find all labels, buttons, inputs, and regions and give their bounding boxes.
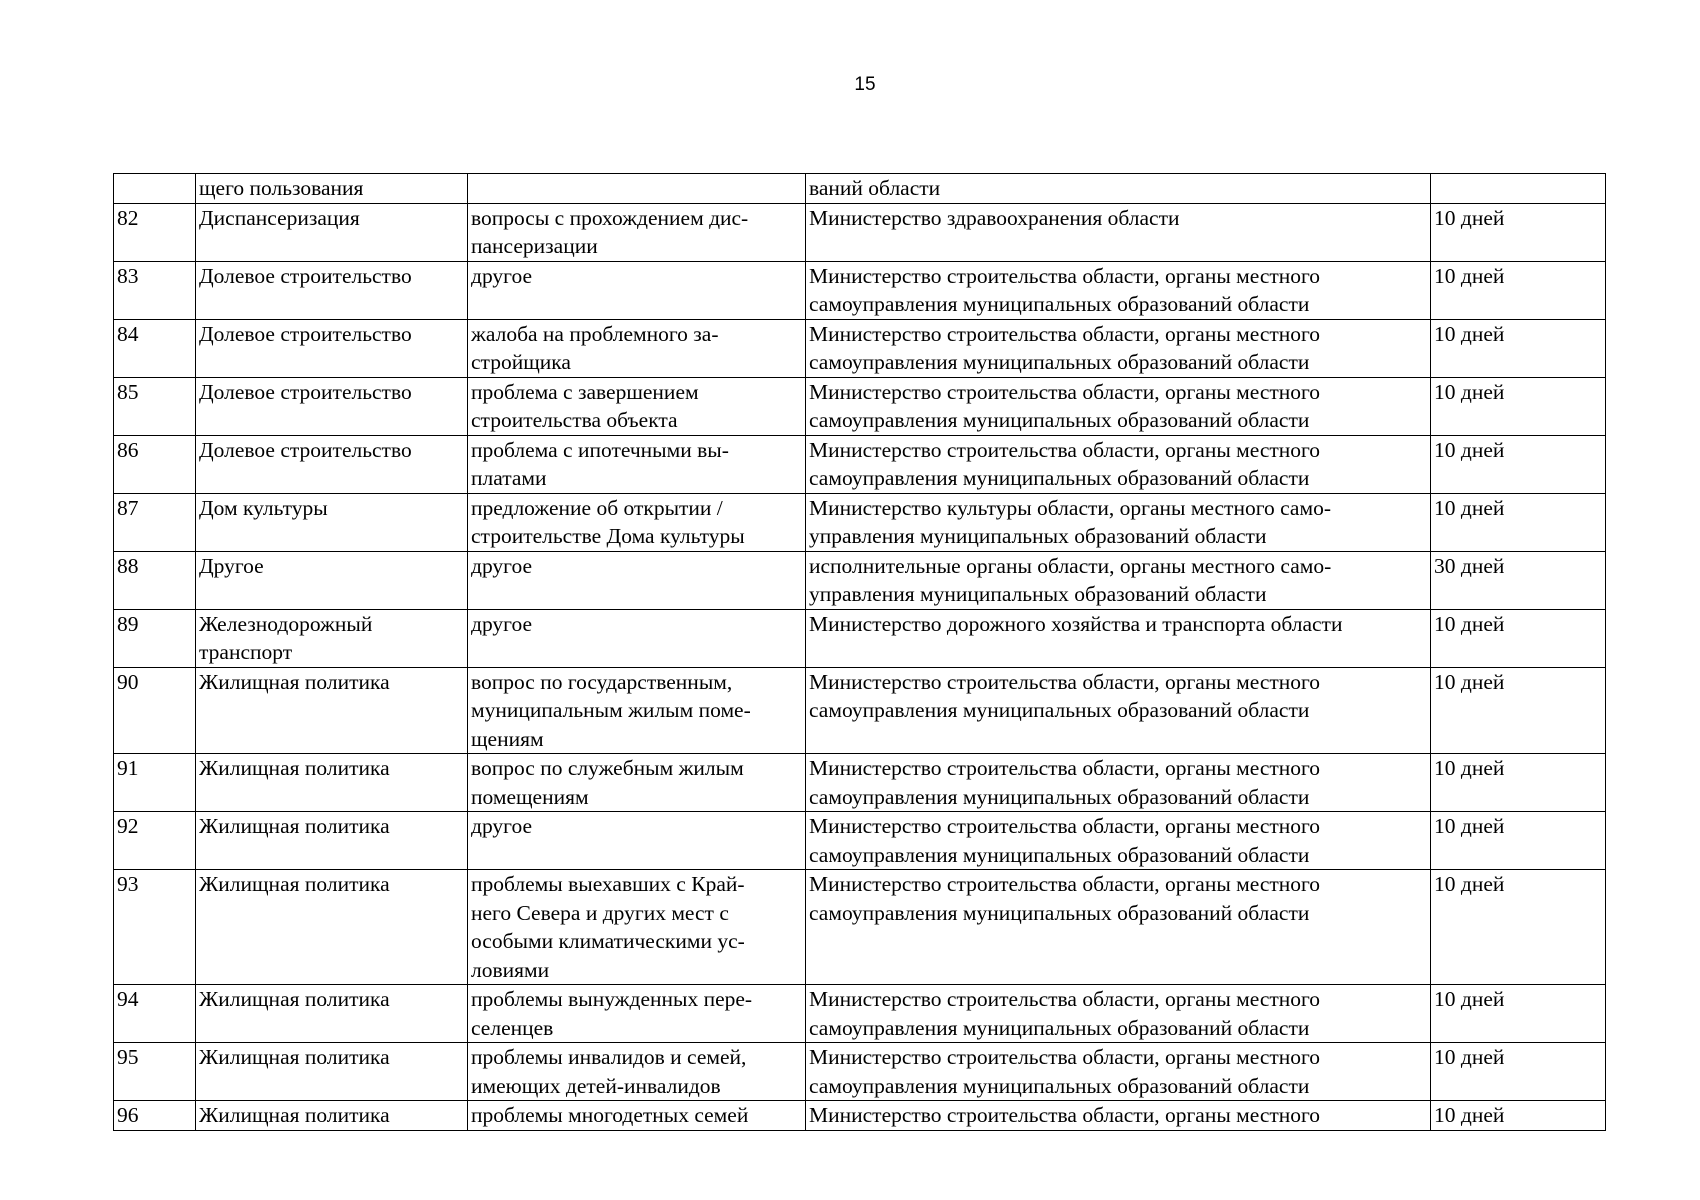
term-cell [1431,435,1606,493]
subtopic-cell-text: проблемы вынужденных пере- селенцев [471,987,753,1040]
responsible-organ-cell-text: Министерство строительства области, органы местного самоуправления муниципальных образований области [809,987,1321,1040]
term-cell [1431,493,1606,551]
topic-cell [196,667,468,754]
subtopic-cell-text: другое [471,263,532,288]
term-cell-text: 10 дней [1434,321,1505,346]
responsible-organ-cell-text: Министерство строительства области, органы местного самоуправления муниципальных образований области [809,263,1321,316]
topic-cell-text: Жилищная политика [199,1045,390,1069]
responsible-organ-cell [806,261,1431,319]
row-number-cell [114,667,196,754]
row-number-cell [114,377,196,435]
term-cell-text: 30 дней [1434,553,1505,578]
topic-cell-text: Жилищная политика [199,1103,390,1127]
row-number-cell [114,261,196,319]
responsible-organ-cell [806,319,1431,377]
term-cell [1431,1043,1606,1101]
subtopic-cell [468,985,806,1043]
topic-cell-text: Долевое строительство [199,437,412,462]
table-row [114,1043,1606,1101]
table-row [114,870,1606,985]
responsible-organ-cell-text: Министерство строительства области, органы местного самоуправления муниципальных образований области [809,321,1321,374]
topic-cell-text: Долевое строительство [199,263,412,288]
row-number-cell-text: 90 [117,669,139,694]
row-number-cell-text: 94 [117,987,139,1011]
row-number-cell [114,551,196,609]
row-number-cell-text: 87 [117,495,139,520]
row-number-cell [114,319,196,377]
responsible-organ-cell [806,435,1431,493]
term-cell [1431,551,1606,609]
responsible-organ-cell-text: Министерство строительства области, органы местного самоуправления муниципальных образований области [809,669,1321,722]
subtopic-cell [468,261,806,319]
term-cell [1431,261,1606,319]
responsible-organ-cell-text: исполнительные органы области, органы местного само- управления муниципальных образований области [809,553,1332,606]
responsible-organ-cell [806,551,1431,609]
term-cell-text: 10 дней [1434,669,1505,694]
responsible-organ-cell [806,1101,1431,1131]
term-cell [1431,667,1606,754]
topic-cell [196,1101,468,1131]
subtopic-cell-text: проблема с завершением строительства объекта [471,379,699,432]
subtopic-cell-text: другое [471,611,532,636]
subtopic-cell [468,319,806,377]
responsible-organ-cell-text: ваний области [809,176,941,200]
subtopic-cell [468,377,806,435]
row-number-cell-text: 93 [117,872,139,896]
subtopic-cell-text: жалоба на проблемного за- стройщика [471,321,719,374]
term-cell-text: 10 дней [1434,1103,1505,1127]
term-cell-text: 10 дней [1434,611,1505,636]
responsible-organ-cell-text: Министерство строительства области, органы местного самоуправления муниципальных образований области [809,1045,1321,1098]
row-number-cell-text: 89 [117,611,139,636]
topic-cell [196,1043,468,1101]
table-row [114,203,1606,261]
topic-cell [196,493,468,551]
term-cell [1431,319,1606,377]
table-row [114,812,1606,870]
row-number-cell-text: 92 [117,814,139,838]
term-cell-text: 10 дней [1434,437,1505,462]
topic-cell-text: Жилищная политика [199,872,390,896]
row-number-cell-text: 83 [117,263,139,288]
subtopic-cell [468,435,806,493]
document-table [113,173,1606,1131]
responsible-organ-cell-text: Министерство строительства области, органы местного самоуправления муниципальных образований области [809,872,1321,925]
responsible-organ-cell [806,203,1431,261]
table-row [114,319,1606,377]
topic-cell-text: щего пользования [199,176,364,200]
topic-cell-text: Другое [199,553,264,578]
topic-cell-text: Жилищная политика [199,669,390,694]
topic-cell-text: Дом культуры [199,495,328,520]
topic-cell-text: Жилищная политика [199,814,390,838]
subtopic-cell-text: проблемы инвалидов и семей, имеющих детей-инвалидов [471,1045,747,1098]
row-number-cell [114,985,196,1043]
table-body [114,174,1606,1131]
subtopic-cell-text: проблемы многодетных семей [471,1103,749,1127]
topic-cell-text: Диспансеризация [199,205,360,230]
row-number-cell [114,1043,196,1101]
topic-cell [196,754,468,812]
subtopic-cell [468,754,806,812]
responsible-organ-cell-text: Министерство строительства области, органы местного самоуправления муниципальных образований области [809,379,1321,432]
term-cell-text: 10 дней [1434,872,1505,896]
subtopic-cell [468,493,806,551]
row-number-cell [114,754,196,812]
term-cell [1431,609,1606,667]
topic-cell-text: Жилищная политика [199,756,390,780]
responsible-organ-cell [806,812,1431,870]
subtopic-cell [468,551,806,609]
subtopic-cell [468,174,806,204]
term-cell [1431,174,1606,204]
responsible-organ-cell-text: Министерство строительства области, органы местного самоуправления муниципальных образований области [809,437,1321,490]
topic-cell-text: Жилищная политика [199,987,390,1011]
table-row [114,435,1606,493]
table-row [114,754,1606,812]
row-number-cell [114,203,196,261]
term-cell [1431,203,1606,261]
responsible-organ-cell-text: Министерство культуры области, органы местного само- управления муниципальных образований области [809,495,1331,548]
table-row [114,261,1606,319]
subtopic-cell-text: вопросы с прохождением дис- пансеризации [471,205,749,258]
term-cell-text: 10 дней [1434,1045,1505,1069]
row-number-cell [114,870,196,985]
responsible-organ-cell [806,985,1431,1043]
subtopic-cell-text: вопрос по государственным, муниципальным жилым поме- щениям [471,669,751,751]
term-cell [1431,812,1606,870]
subtopic-cell [468,609,806,667]
subtopic-cell [468,203,806,261]
row-number-cell [114,435,196,493]
table-row [114,609,1606,667]
table-row [114,377,1606,435]
topic-cell [196,551,468,609]
topic-cell [196,609,468,667]
topic-cell [196,261,468,319]
term-cell [1431,1101,1606,1131]
row-number-cell [114,174,196,204]
subtopic-cell [468,667,806,754]
row-number-cell-text: 82 [117,205,139,230]
subtopic-cell-text: другое [471,814,532,838]
topic-cell-text: Долевое строительство [199,321,412,346]
row-number-cell-text: 95 [117,1045,139,1069]
row-number-cell [114,609,196,667]
responsible-organ-cell [806,377,1431,435]
subtopic-cell [468,812,806,870]
responsible-organ-cell-text: Министерство здравоохранения области [809,205,1180,230]
subtopic-cell-text: проблемы выехавших с Край- него Севера и других мест с особыми климатическими ус- ловиями [471,872,745,982]
subtopic-cell [468,1101,806,1131]
responsible-organ-cell [806,1043,1431,1101]
row-number-cell [114,1101,196,1131]
topic-cell [196,377,468,435]
term-cell-text: 10 дней [1434,263,1505,288]
term-cell [1431,870,1606,985]
subtopic-cell [468,1043,806,1101]
table-row [114,174,1606,204]
row-number-cell [114,812,196,870]
term-cell-text: 10 дней [1434,495,1505,520]
topic-cell [196,812,468,870]
topic-cell [196,174,468,204]
term-cell-text: 10 дней [1434,379,1505,404]
table-row [114,493,1606,551]
subtopic-cell-text: другое [471,553,532,578]
term-cell-text: 10 дней [1434,987,1505,1011]
table-row [114,985,1606,1043]
responsible-organ-cell-text: Министерство строительства области, органы местного самоуправления муниципальных образований области [809,756,1321,809]
term-cell [1431,377,1606,435]
term-cell-text: 10 дней [1434,814,1505,838]
row-number-cell-text: 88 [117,553,139,578]
subtopic-cell-text: проблема с ипотечными вы- платами [471,437,729,490]
row-number-cell [114,493,196,551]
term-cell-text: 10 дней [1434,756,1505,780]
subtopic-cell [468,870,806,985]
topic-cell [196,985,468,1043]
row-number-cell-text: 85 [117,379,139,404]
responsible-organ-cell-text: Министерство строительства области, органы местного [809,1103,1321,1127]
row-number-cell-text: 86 [117,437,139,462]
responsible-organ-cell-text: Министерство строительства области, органы местного самоуправления муниципальных образований области [809,814,1321,867]
table-row [114,1101,1606,1131]
topic-cell [196,319,468,377]
responsible-organ-cell [806,754,1431,812]
subtopic-cell-text: вопрос по служебным жилым помещениям [471,756,744,809]
table-row [114,667,1606,754]
responsible-organ-cell [806,609,1431,667]
topic-cell [196,203,468,261]
row-number-cell-text: 84 [117,321,139,346]
term-cell-text: 10 дней [1434,205,1505,230]
topic-cell-text: Железнодорожный транспорт [199,611,373,664]
responsible-organ-cell [806,870,1431,985]
topic-cell [196,435,468,493]
topic-cell-text: Долевое строительство [199,379,412,404]
term-cell [1431,985,1606,1043]
topic-cell [196,870,468,985]
responsible-organ-cell [806,174,1431,204]
table-row [114,551,1606,609]
responsible-organ-cell [806,493,1431,551]
subtopic-cell-text: предложение об открытии / строительстве Дома культуры [471,495,745,548]
row-number-cell-text: 96 [117,1103,139,1127]
page-number: 15 [854,74,876,95]
term-cell [1431,754,1606,812]
responsible-organ-cell [806,667,1431,754]
responsible-organ-cell-text: Министерство дорожного хозяйства и транспорта области [809,611,1343,636]
row-number-cell-text: 91 [117,756,139,780]
